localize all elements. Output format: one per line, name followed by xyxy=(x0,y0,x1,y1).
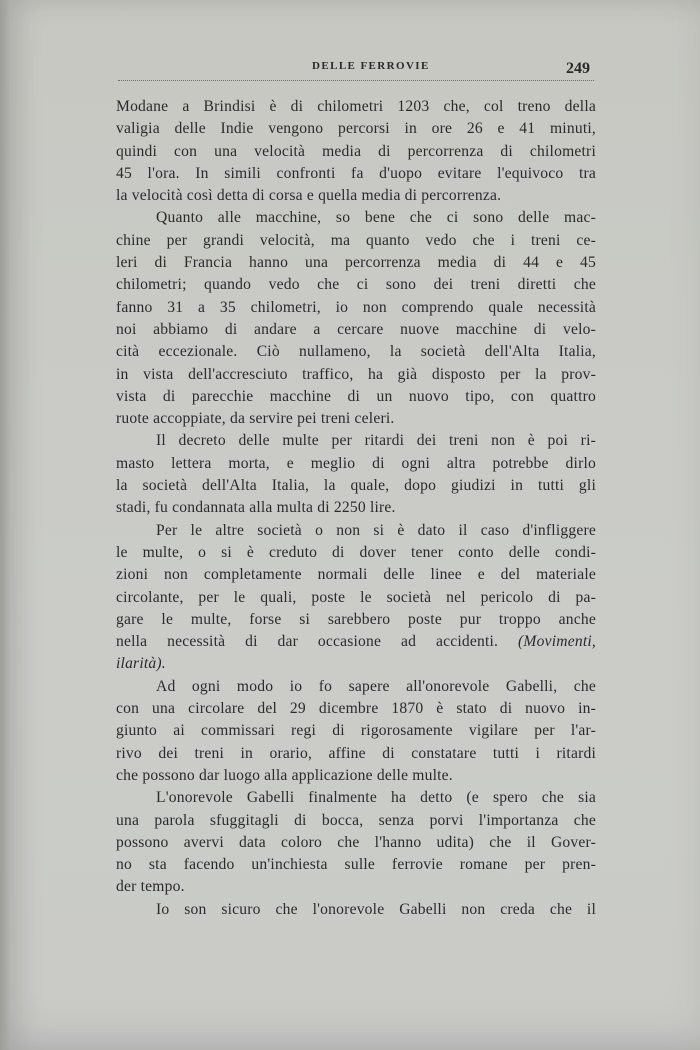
italic-aside: (Movimenti, xyxy=(518,633,596,651)
paragraph-start-line: Per le altre società o non si è dato il caso d'infliggere xyxy=(156,521,596,539)
text-line: cità eccezionale. Ciò nullameno, la società dell'Alta Italia, xyxy=(116,343,596,361)
text-line: giunto ai commissari regi di rigorosamente vigilare per l'ar- xyxy=(116,722,596,740)
text-line: una parola sfuggitagli di bocca, senza porvi l'importanza che xyxy=(116,811,596,829)
running-head xyxy=(118,56,598,86)
text-line: valigia delle Indie vengono percorsi in ore 26 e 41 minuti, xyxy=(116,120,596,138)
italic-line: ilarità). xyxy=(116,655,166,673)
text-line: vista di parecchie macchine di un nuovo tipo, con quattro xyxy=(116,387,596,405)
text-line: leri di Francia hanno una percorrenza media di 44 e 45 xyxy=(116,254,596,272)
text-line: stadi, fu condannata alla multa di 2250 lire. xyxy=(116,499,396,517)
page-number: 249 xyxy=(566,60,590,77)
paragraph-start-line: Il decreto delle multe per ritardi dei treni non è poi ri- xyxy=(156,432,596,450)
text-line: noi abbiamo di andare a cercare nuove macchine di velo- xyxy=(116,320,596,338)
text-line: masto lettera morta, e meglio di ogni altra potrebbe dirlo xyxy=(116,454,596,472)
text-line: le multe, o si è creduto di dover tener conto delle condi- xyxy=(116,543,596,561)
text-line: in vista dell'accresciuto traffico, ha già disposto per la prov- xyxy=(116,365,596,383)
paragraph-start-line: L'onorevole Gabelli finalmente ha detto (e spero che sia xyxy=(156,789,596,807)
text-line: der tempo. xyxy=(116,878,185,896)
text-line: ruote accoppiate, da servire pei treni celeri. xyxy=(116,410,395,428)
text-line: rivo dei treni in orario, affine di constatare tutti i ritardi xyxy=(116,744,596,762)
text-line: la velocità così detta di corsa e quella media di percorrenza. xyxy=(116,187,502,205)
paragraph-start-line: Ad ogni modo io fo sapere all'onorevole Gabelli, che xyxy=(156,677,596,695)
text-line: no sta facendo un'inchiesta sulle ferrovie romane per pren- xyxy=(116,856,596,874)
text-line: 45 l'ora. In simili confronti fa d'uopo evitare l'equivoco tra xyxy=(116,164,596,182)
page-gutter-shadow xyxy=(0,0,10,1050)
header-dotted-rule xyxy=(118,80,594,81)
text-line: chilometri; quando vedo che ci sono dei treni diretti che xyxy=(116,276,596,294)
text-line-with-aside xyxy=(116,631,596,653)
text-line: che possono dar luogo alla applicazione delle multe. xyxy=(116,766,453,784)
text-line: circolante, per le quali, poste le società nel pericolo di pa- xyxy=(116,588,596,606)
text-line: quindi con una velocità media di percorrenza di chilometri xyxy=(116,142,596,160)
text-line: fanno 31 a 35 chilometri, io non comprendo quale necessità xyxy=(116,298,596,316)
text-span: nella necessità di dar occasione ad accidenti. xyxy=(116,633,499,651)
body-text xyxy=(116,96,606,921)
text-line: possono avervi data coloro che l'hanno udita) che il Gover- xyxy=(116,833,596,851)
paragraph-start-line: Quanto alle macchine, so bene che ci sono delle mac- xyxy=(156,209,596,227)
text-line: gare le multe, forse si sarebbero poste pur troppo anche xyxy=(116,610,596,628)
running-title: DELLE FERROVIE xyxy=(312,60,430,72)
text-line: Modane a Brindisi è di chilometri 1203 che, col treno della xyxy=(116,98,596,115)
text-line: con una circolare del 29 dicembre 1870 è stato di nuovo in- xyxy=(116,700,596,718)
text-line: zioni non completamente normali delle linee e del materiale xyxy=(116,566,596,584)
paragraph-start-line: Io son sicuro che l'onorevole Gabelli non creda che il xyxy=(156,900,596,918)
text-line: la società dell'Alta Italia, la quale, dopo giudizi in tutti gli xyxy=(116,477,596,495)
text-line: chine per grandi velocità, ma quanto vedo che i treni ce- xyxy=(116,231,596,249)
